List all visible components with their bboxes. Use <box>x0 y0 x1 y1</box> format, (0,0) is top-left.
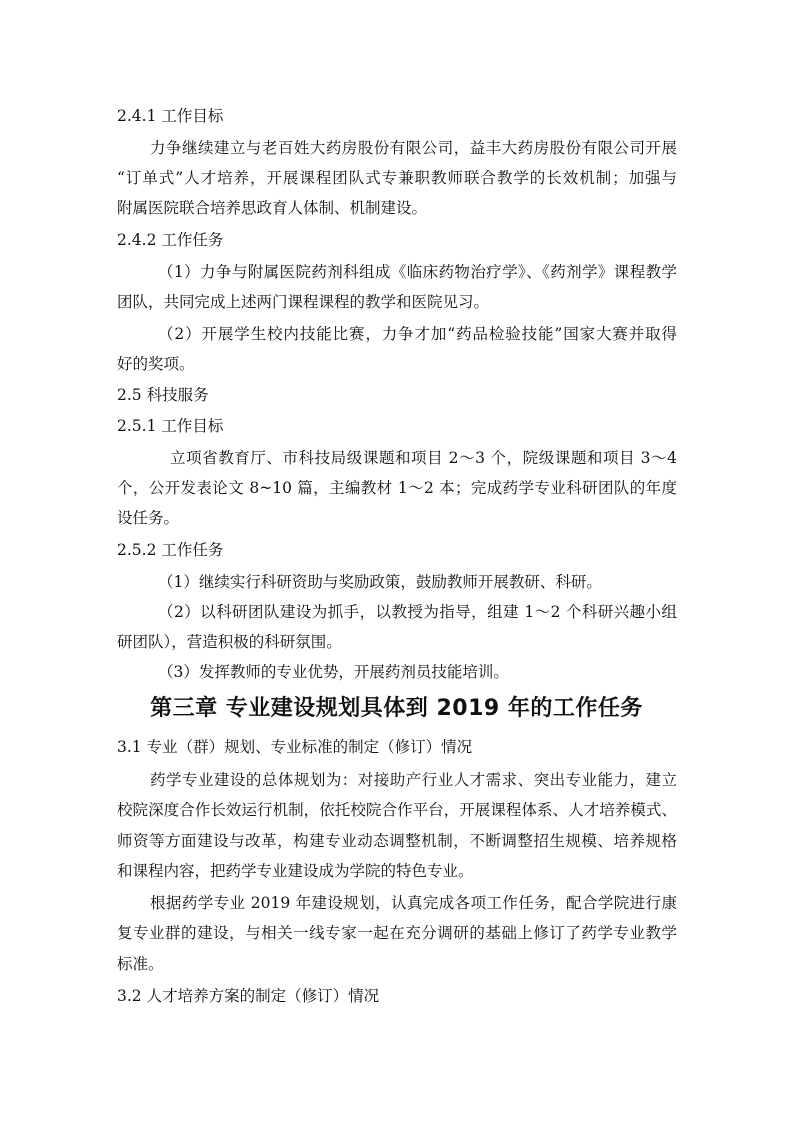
section-heading-3-1: 3.1 专业（群）规划、专业标准的制定（修订）情况 <box>117 738 473 756</box>
paragraph-line: 立项省教育厅、市科技局级课题和项目 2～3 个，院级课题和项目 3～4 <box>170 449 677 467</box>
section-heading-2-4-1: 2.4.1 工作目标 <box>117 107 224 125</box>
paragraph-line: 药学专业建设的总体规划为：对接助产行业人才需求、突出专业能力，建立 <box>150 771 677 789</box>
paragraph-line: 个，公开发表论文 8~10 篇，主编教材 1～2 本；完成药学专业科研团队的年度 <box>117 479 677 497</box>
paragraph-line: 师资等方面建设与改革，构建专业动态调整机制，不断调整招生规模、培养规格 <box>117 832 677 850</box>
paragraph-line: 校院深度合作长效运行机制，依托校院合作平台，开展课程体系、人才培养模式、 <box>117 801 677 819</box>
list-item-line: 好的奖项。 <box>117 355 195 373</box>
paragraph-line: 标准。 <box>117 955 164 973</box>
paragraph-line: 力争继续建立与老百姓大药房股份有限公司，益丰大药房股份有限公司开展 <box>150 139 677 157</box>
section-heading-2-5-2: 2.5.2 工作任务 <box>117 541 224 559</box>
list-item-line: （1）继续实行科研资助与奖励政策，鼓励教师开展教研、科研。 <box>158 573 602 591</box>
section-heading-2-5-1: 2.5.1 工作目标 <box>117 417 224 435</box>
list-item-line: （2）开展学生校内技能比赛，力争才加“药品检验技能”国家大赛并取得 <box>158 325 677 343</box>
list-item-line: （2）以科研团队建设为抓手，以教授为指导，组建 1～2 个科研兴趣小组 <box>158 603 677 621</box>
paragraph-line: 附属医院联合培养思政育人体制、机制建设。 <box>117 199 428 217</box>
list-item-line: （1）力争与附属医院药剂科组成《临床药物治疗学》、《药剂学》课程教学 <box>158 263 677 281</box>
paragraph-line: 根据药学专业 2019 年建设规划，认真完成各项工作任务，配合学院进行康 <box>150 894 677 912</box>
paragraph-line: 设任务。 <box>117 509 180 527</box>
list-item-line: 团队，共同完成上述两门课程课程的教学和医院见习。 <box>117 293 490 311</box>
paragraph-line: 和课程内容，把药学专业建设成为学院的特色专业。 <box>117 862 474 880</box>
section-heading-2-5: 2.5 科技服务 <box>117 386 209 404</box>
paragraph-line: 复专业群的建设，与相关一线专家一起在充分调研的基础上修订了药学专业教学 <box>117 924 677 942</box>
chapter-title: 第三章 专业建设规划具体到 2019 年的工作任务 <box>150 696 643 721</box>
list-item-line: 研团队），营造积极的科研氛围。 <box>117 633 342 651</box>
section-heading-2-4-2: 2.4.2 工作任务 <box>117 231 224 249</box>
section-heading-3-2: 3.2 人才培养方案的制定（修订）情况 <box>117 987 380 1005</box>
paragraph-line: “订单式”人才培养，开展课程团队式专兼职教师联合教学的长效机制；加强与 <box>117 169 677 187</box>
list-item-line: （3）发挥教师的专业优势，开展药剂员技能培训。 <box>158 663 509 681</box>
